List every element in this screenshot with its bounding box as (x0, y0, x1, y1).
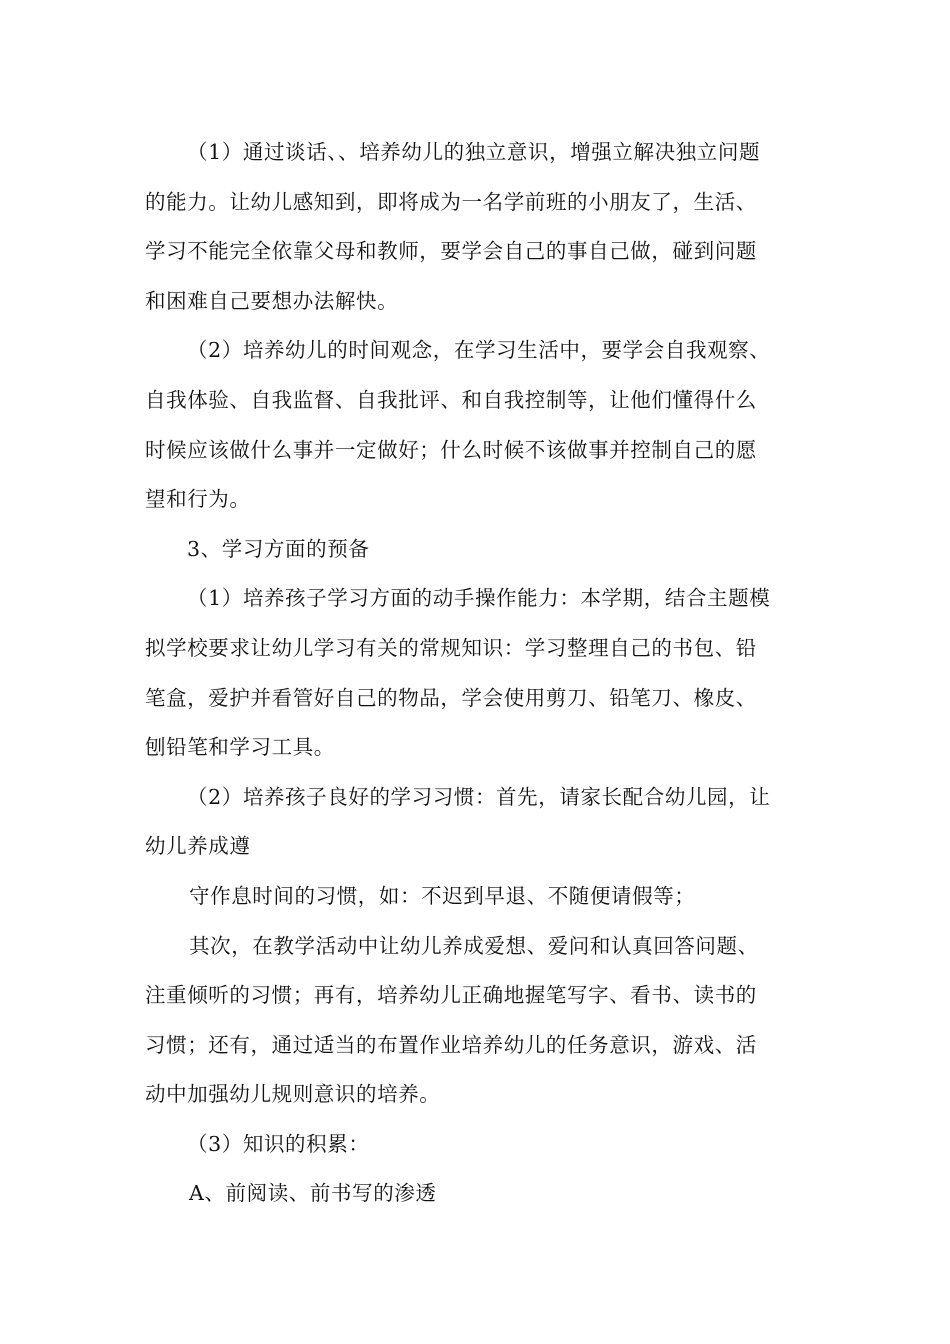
paragraph-4-line-2: 幼儿养成遵 (145, 834, 251, 859)
paragraph-6-line-2: 注重倾听的习惯；再有，培养幼儿正确地握笔写字、看书、读书的 (145, 983, 757, 1008)
paragraph-8-line-1: A、前阅读、前书写的渗透 (189, 1181, 437, 1206)
paragraph-1-line-3: 学习不能完全依靠父母和教师，要学会自己的事自己做，碰到问题 (145, 239, 757, 264)
paragraph-6-line-3: 习惯；还有，通过适当的布置作业培养幼儿的任务意识，游戏、活 (145, 1032, 757, 1057)
document-page (145, 128, 810, 1219)
paragraph-2-line-2: 自我体验、自我监督、自我批评、和自我控制等，让他们懂得什么 (145, 387, 757, 412)
paragraph-7-line-1: （3）知识的积累： (187, 1131, 370, 1156)
paragraph-5-line-1: 守作息时间的习惯，如：不迟到早退、不随便请假等； (189, 883, 696, 908)
paragraph-1-line-1: （1）通过谈话、、培养幼儿的独立意识，增强立解决独立问题 (187, 140, 761, 164)
paragraph-3-line-1: （1）培养孩子学习方面的动手操作能力：本学期，结合主题模 (187, 586, 771, 611)
paragraph-3-line-4: 刨铅笔和学习工具。 (145, 735, 335, 760)
section-heading-3: 3、学习方面的预备 (187, 536, 370, 561)
paragraph-2-line-1: （2）培养幼儿的时间观念，在学习生活中，要学会自我观察、 (187, 338, 771, 363)
paragraph-6-line-1: 其次，在教学活动中让幼儿养成爱想、爱问和认真回答问题、 (189, 933, 759, 958)
paragraph-3-line-3: 笔盒，爱护并看管好自己的物品，学会使用剪刀、铅笔刀、橡皮、 (145, 685, 757, 710)
paragraph-3-line-2: 拟学校要求让幼儿学习有关的常规知识：学习整理自己的书包、铅 (145, 635, 757, 660)
paragraph-6-line-4: 动中加强幼儿规则意识的培养。 (145, 1082, 441, 1107)
paragraph-4-line-1: （2）培养孩子良好的学习习惯：首先，请家长配合幼儿园，让 (187, 784, 771, 809)
paragraph-1-line-4: 和困难自己要想办法解快。 (145, 288, 399, 313)
paragraph-1-line-2: 的能力。让幼儿感知到，即将成为一名学前班的小朋友了，生活、 (145, 189, 757, 214)
paragraph-2-line-4: 望和行为。 (145, 487, 251, 512)
paragraph-2-line-3: 时候应该做什么事并一定做好；什么时候不该做事并控制自己的愿 (145, 437, 757, 462)
